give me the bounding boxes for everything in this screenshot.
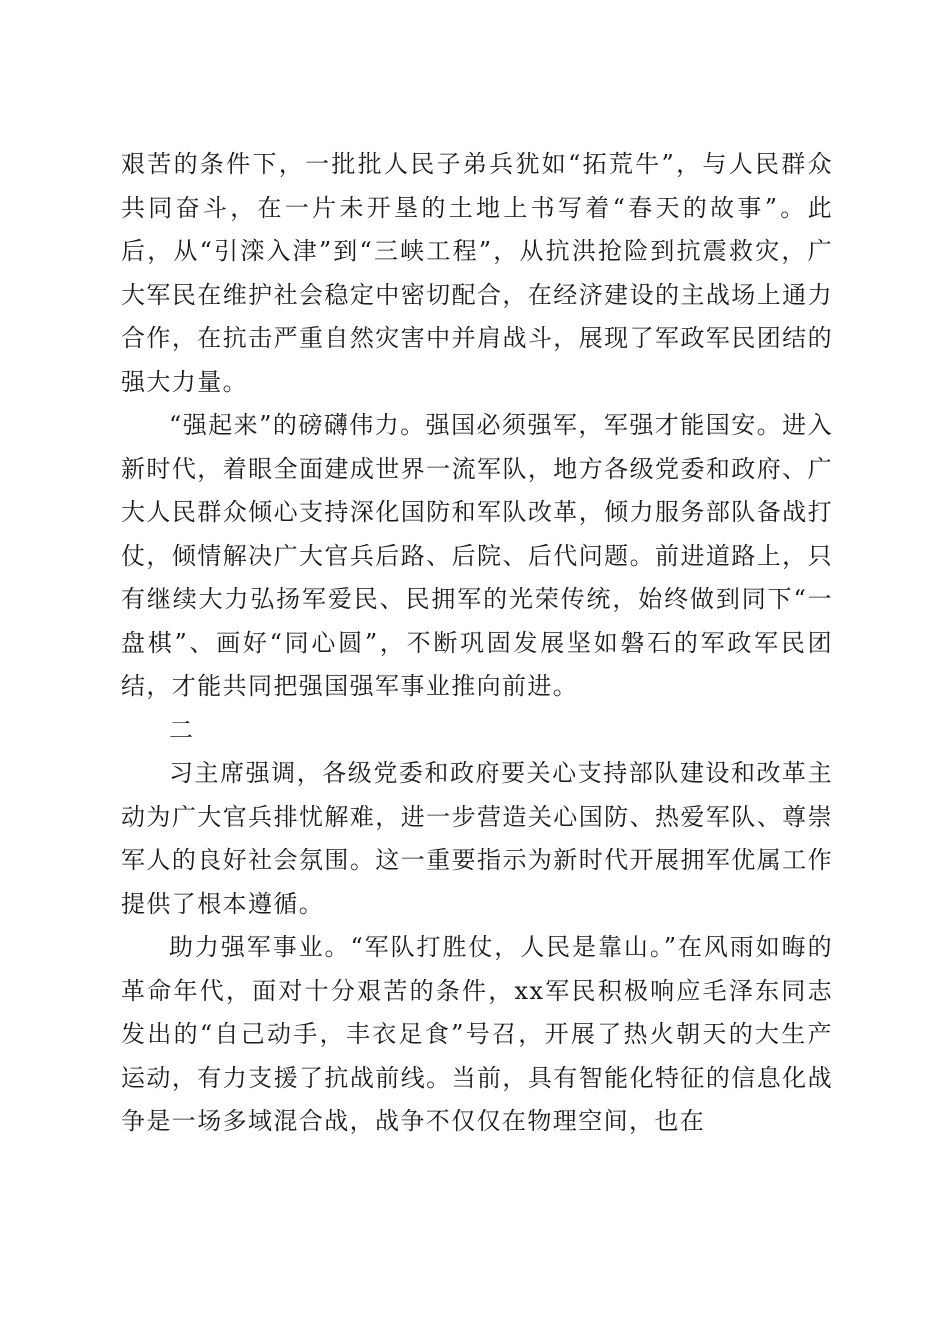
text-line: 做到同下“一盘棋”、画好“同心圆”，不断巩固发展坚如磐 xyxy=(121,585,833,657)
paragraph xyxy=(121,752,833,926)
text-line: 大生产运动，有力支援了抗战前线。当前，具有智能化特征的 xyxy=(121,1020,833,1092)
text-line: 石的军政军民团结，才能共同把强国强军事业推向前进。 xyxy=(121,628,833,700)
text-line: “强起来”的磅礴伟力。强国必须强军，军强才能国安。 xyxy=(169,411,783,439)
paragraph xyxy=(121,143,833,404)
paragraph xyxy=(121,709,833,753)
text-line: 艰苦的条件下，一批批人民子弟兵犹如“拓荒牛”，与人民群 xyxy=(121,150,808,178)
text-line: 军民团结的强大力量。 xyxy=(121,324,834,396)
text-line: 助力强军事业。“军队打胜仗，人民是靠山。”在风雨如 xyxy=(169,933,782,961)
text-line: 信息化战争是一场多域混合战，战争不仅仅在物理空间，也在 xyxy=(121,1063,833,1135)
paragraph xyxy=(121,404,833,709)
text-line: 尊崇军人的良好社会氛围。这一重要指示为新时代开展拥军优 xyxy=(121,802,833,874)
text-line: 属工作提供了根本遵循。 xyxy=(121,846,834,918)
text-line: 灾，广大军民在维护社会稳定中密切配合，在经济建设的主战 xyxy=(121,237,833,309)
text-line: 此后，从“引滦入津”到“三峡工程”，从抗洪抢险到抗震救 xyxy=(121,193,833,265)
text-line: 二 xyxy=(169,715,195,744)
text-line: 同志发出的“自己动手，丰衣足食”号召，开展了热火朝天的 xyxy=(121,976,833,1048)
text-line: 场上通力合作，在抗击严重自然灾害中并肩战斗，展现了军政 xyxy=(121,280,833,352)
text-line: 习主席强调，各级党委和政府要关心支持部队建设和改革 xyxy=(169,759,808,787)
text-line: 晦的革命年代，面对十分艰苦的条件，xx军民积极响应毛泽东 xyxy=(121,933,833,1005)
text-line: 主动为广大官兵排忧解难，进一步营造关心国防、热爱军队、 xyxy=(121,759,833,831)
document-body xyxy=(121,143,833,1144)
text-line: 府、广大人民群众倾心支持深化国防和军队改革，倾力服务部 xyxy=(121,454,834,526)
paragraph xyxy=(121,926,833,1144)
text-line: 众共同奋斗，在一片未开垦的土地上书写着“春天的故事”。 xyxy=(121,150,833,222)
text-line: 队备战打仗，倾情解决广大官兵后路、后院、后代问题。前进 xyxy=(121,498,833,570)
text-line: 进入新时代，着眼全面建成世界一流军队，地方各级党委和政 xyxy=(121,411,833,483)
text-line: 道路上，只有继续大力弘扬军爱民、民拥军的光荣传统，始终 xyxy=(121,541,834,613)
